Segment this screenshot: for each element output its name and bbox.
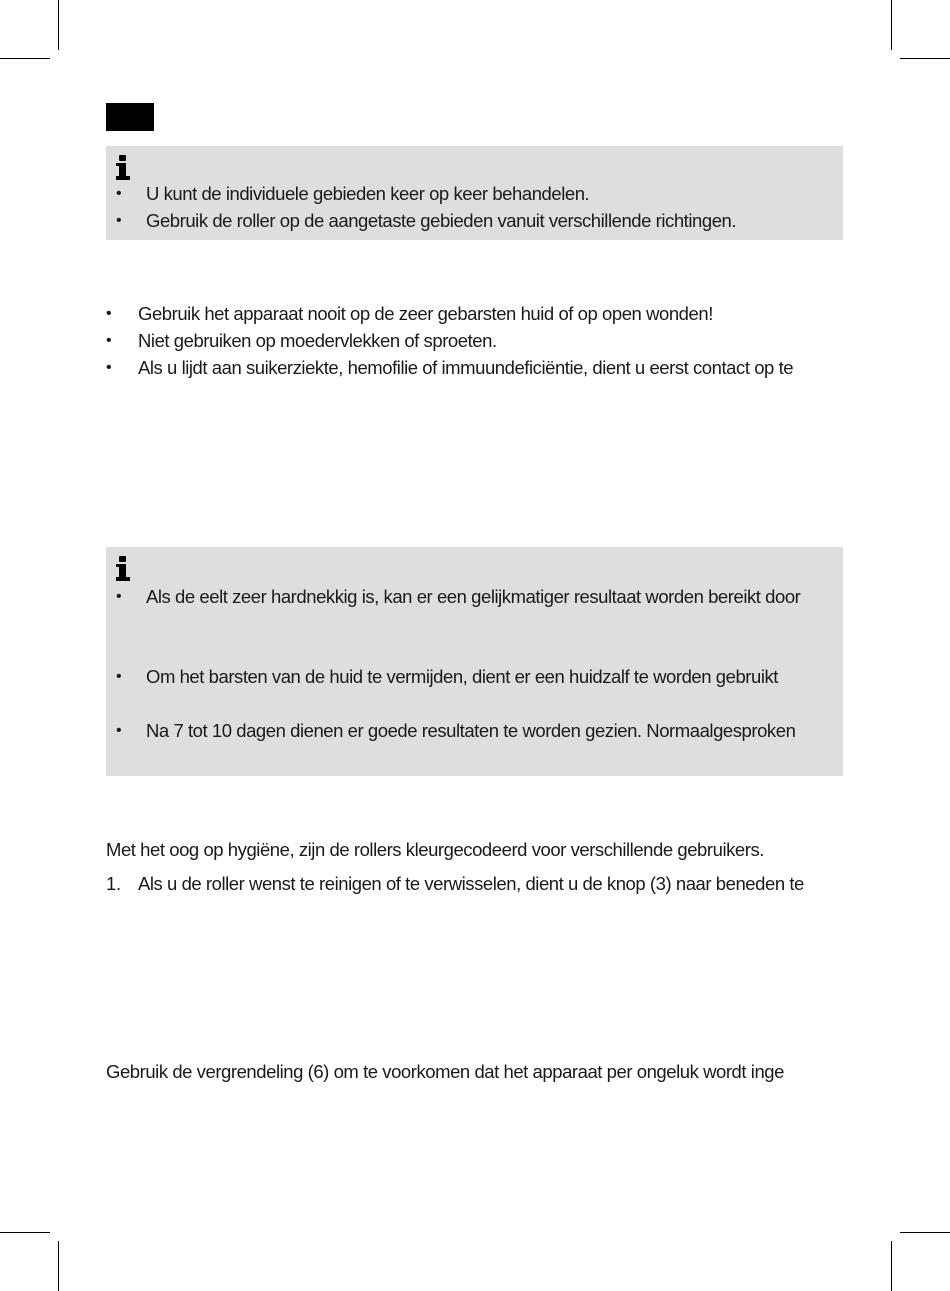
bullet: • xyxy=(116,588,122,605)
bullet: • xyxy=(106,305,112,322)
crop-mark xyxy=(891,0,892,50)
list-item: Gebruik het apparaat nooit op de zeer gebarsten huid of op open wonden! xyxy=(138,303,713,324)
crop-mark xyxy=(0,58,50,59)
crop-mark xyxy=(58,0,59,50)
hygiene-intro: Met het oog op hygiëne, zijn de rollers kleurgecodeerd voor verschillende gebruikers. xyxy=(106,839,764,860)
list-item: Om het barsten van de huid te vermijden, dient er een huidzalf te worden gebruikt xyxy=(146,666,778,687)
bullet: • xyxy=(116,722,122,739)
list-item: Als de eelt zeer hardnekkig is, kan er een gelijkmatiger resultaat worden bereikt door xyxy=(146,586,801,607)
info-icon xyxy=(116,155,130,183)
list-item: U kunt de individuele gebieden keer op keer behandelen. xyxy=(146,183,590,204)
crop-mark xyxy=(900,1232,950,1233)
list-item: Gebruik de roller op de aangetaste gebieden vanuit verschillende richtingen. xyxy=(146,210,737,231)
bullet: • xyxy=(106,332,112,349)
crop-mark xyxy=(891,1241,892,1291)
info-icon xyxy=(116,556,130,584)
crop-mark xyxy=(900,58,950,59)
crop-mark xyxy=(0,1232,50,1233)
info-box-results xyxy=(106,547,843,776)
step-number: 1. xyxy=(106,873,121,894)
lock-paragraph: Gebruik de vergrendeling (6) om te voorkomen dat het apparaat per ongeluk wordt inge xyxy=(106,1061,784,1082)
step-text: Als u de roller wenst te reinigen of te verwisselen, dient u de knop (3) naar beneden te xyxy=(138,873,804,894)
language-tab xyxy=(106,103,154,131)
info-box-tips xyxy=(106,146,843,240)
list-item: Na 7 tot 10 dagen dienen er goede resultaten te worden gezien. Normaalgesproken xyxy=(146,720,796,741)
list-item: Niet gebruiken op moedervlekken of sproeten. xyxy=(138,330,497,351)
bullet: • xyxy=(106,359,112,376)
bullet: • xyxy=(116,668,122,685)
crop-mark xyxy=(58,1241,59,1291)
bullet: • xyxy=(116,185,122,202)
list-item: Als u lijdt aan suikerziekte, hemofilie of immuundeficiëntie, dient u eerst contact op te xyxy=(138,357,794,378)
bullet: • xyxy=(116,212,122,229)
